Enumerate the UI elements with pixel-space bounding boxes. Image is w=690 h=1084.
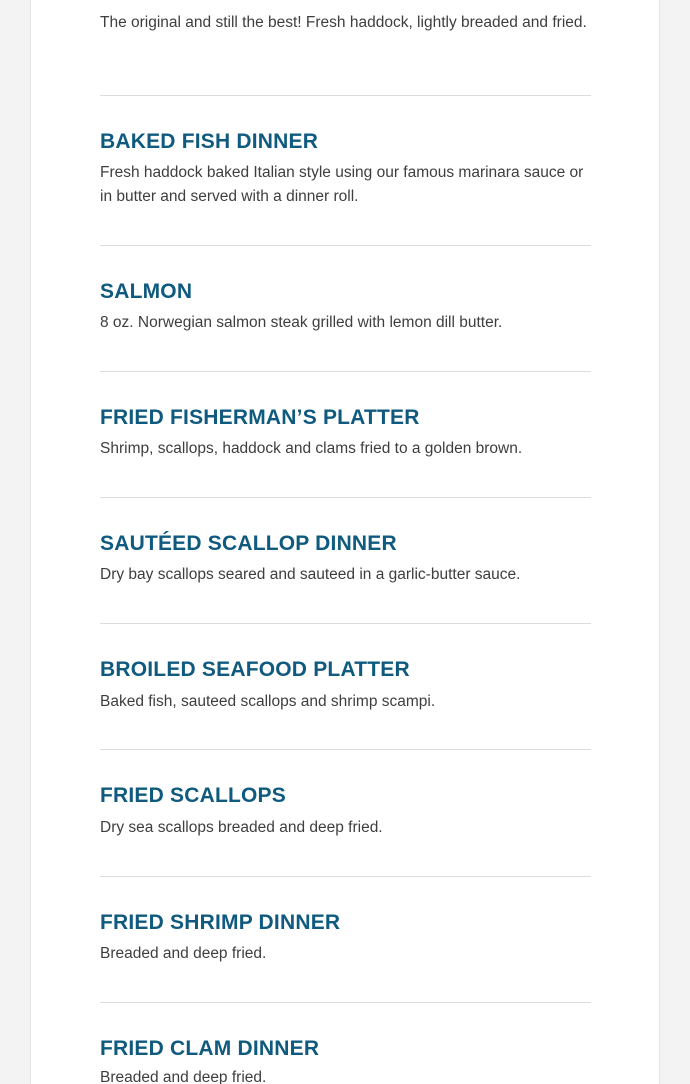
menu-divider <box>100 95 591 96</box>
menu-panel <box>30 0 660 1084</box>
menu-divider <box>100 623 591 624</box>
menu-item-description: Shrimp, scallops, haddock and clams fried to a golden brown. <box>100 440 523 457</box>
menu-item-title: BAKED FISH DINNER <box>100 130 319 153</box>
menu-divider <box>100 371 591 372</box>
menu-divider <box>100 876 591 877</box>
menu-item-description: Dry sea scallops breaded and deep fried. <box>100 819 383 836</box>
menu-item-description: Fresh haddock baked Italian style using our famous marinara sauce or in butter and served with a dinner roll. <box>100 164 584 205</box>
menu-item-description: Breaded and deep fried. <box>100 1069 267 1084</box>
menu-item-description: The original and still the best! Fresh haddock, lightly breaded and fried. <box>100 14 587 31</box>
menu-item-description: 8 oz. Norwegian salmon steak grilled with lemon dill butter. <box>100 314 503 331</box>
menu-item-title: SAUTÉED SCALLOP DINNER <box>100 532 397 555</box>
menu-item-description: Dry bay scallops seared and sauteed in a garlic-butter sauce. <box>100 566 521 583</box>
menu-item-title: SALMON <box>100 280 193 303</box>
menu-divider <box>100 497 591 498</box>
menu-item-description: Breaded and deep fried. <box>100 945 267 962</box>
menu-item-title: FRIED CLAM DINNER <box>100 1037 320 1060</box>
menu-item-title: FRIED FISHERMAN’S PLATTER <box>100 406 420 429</box>
menu-divider <box>100 1002 591 1003</box>
menu-item-description: Baked fish, sauteed scallops and shrimp scampi. <box>100 693 436 710</box>
menu-item-title: FRIED SCALLOPS <box>100 784 286 807</box>
menu-item-title: FRIED SHRIMP DINNER <box>100 911 341 934</box>
menu-item-title: BROILED SEAFOOD PLATTER <box>100 658 410 681</box>
menu-divider <box>100 245 591 246</box>
menu-divider <box>100 749 591 750</box>
